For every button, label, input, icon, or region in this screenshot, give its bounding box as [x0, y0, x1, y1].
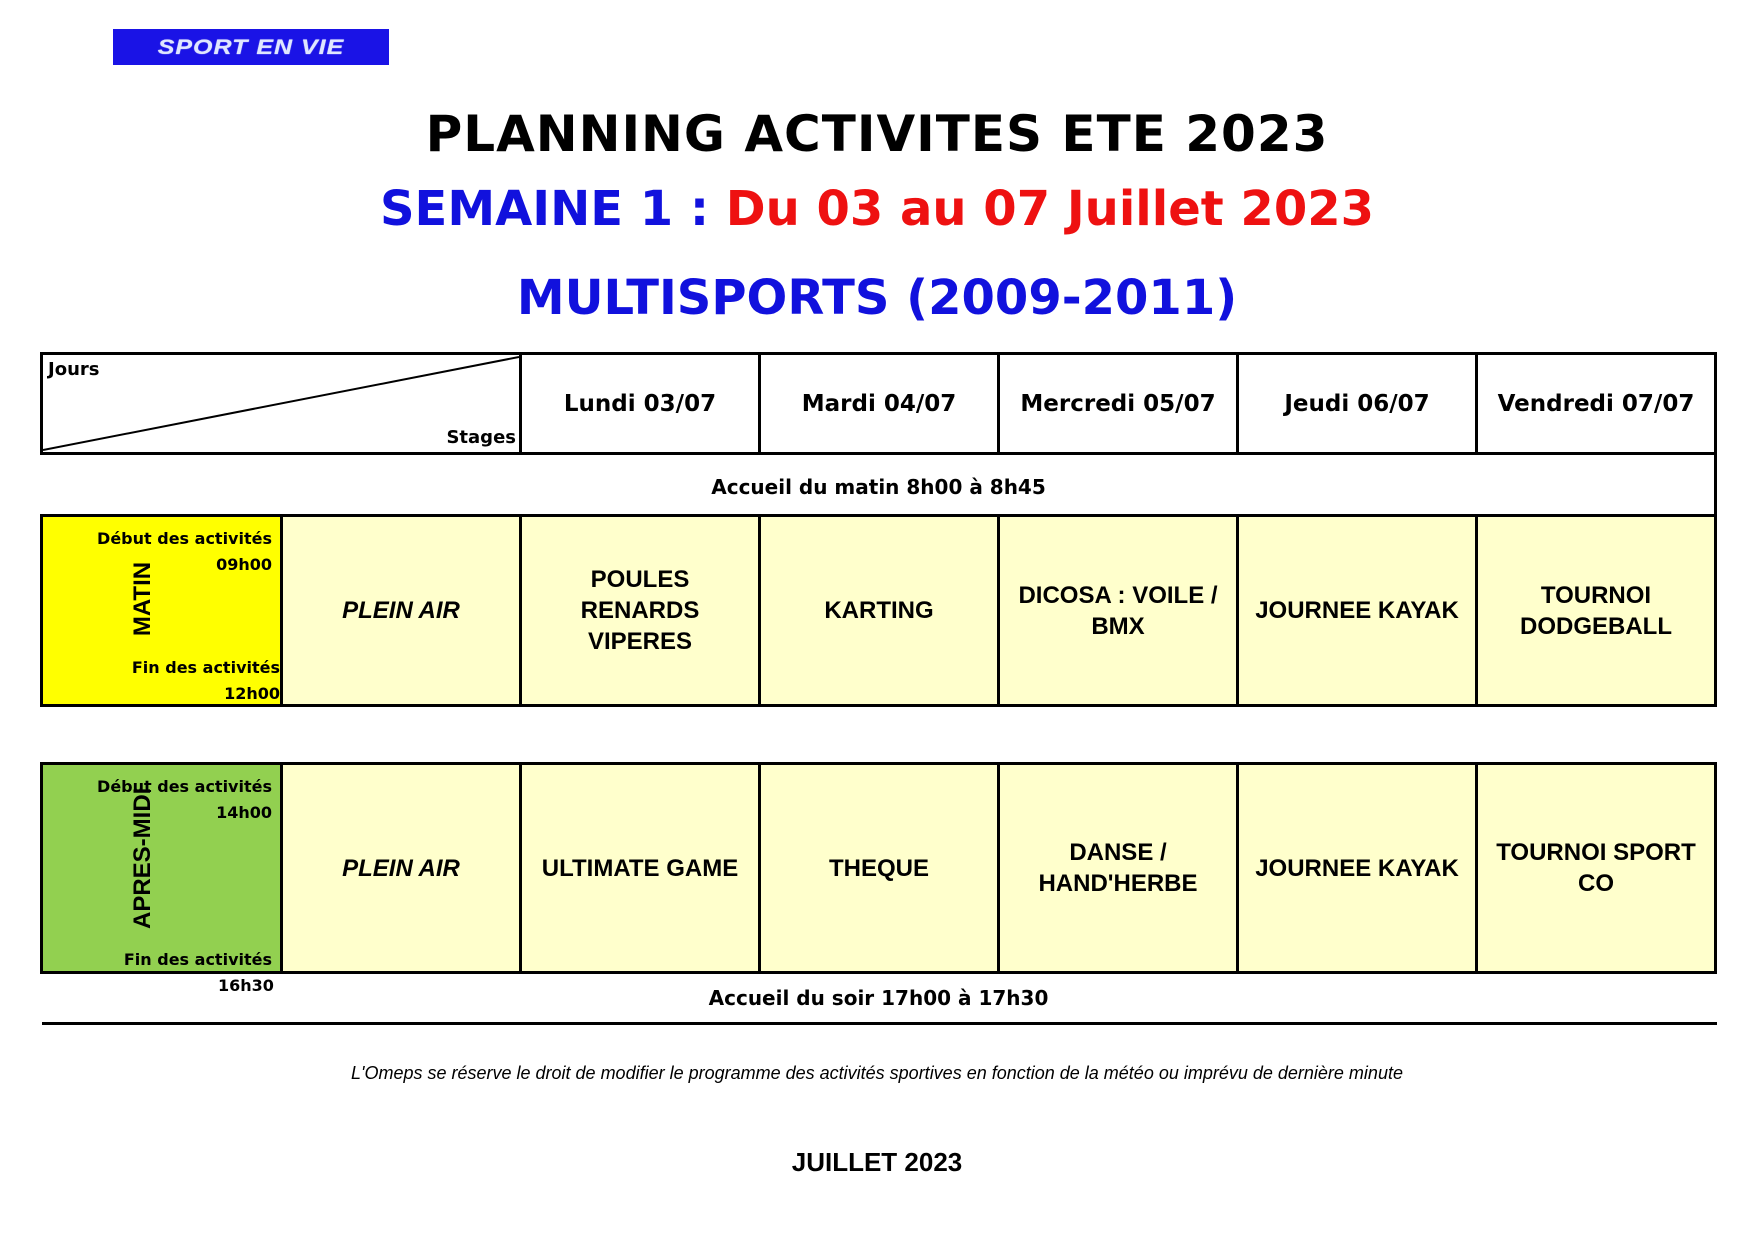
- stage-cell: PLEIN AIR: [280, 514, 522, 707]
- activity-cell: THEQUE: [758, 762, 1000, 974]
- activity-cell: JOURNEE KAYAK: [1236, 514, 1478, 707]
- end-time: 12h00: [224, 684, 280, 703]
- activity-cell: POULES RENARDS VIPERES: [519, 514, 761, 707]
- day-header: Mercredi 05/07: [997, 352, 1239, 455]
- week-label: SEMAINE 1 :: [379, 181, 710, 237]
- bottom-rule: [42, 1022, 1717, 1025]
- corner-header-cell: [40, 352, 522, 455]
- end-label: Fin des activités: [123, 950, 272, 969]
- end-time: 16h30: [218, 976, 274, 995]
- logo: [113, 29, 389, 65]
- start-label: Début des activités: [97, 529, 272, 548]
- start-time: 09h00: [216, 555, 272, 574]
- activity-cell: TOURNOI SPORT CO: [1475, 762, 1717, 974]
- start-label: Début des activités: [97, 777, 272, 796]
- page-title: PLANNING ACTIVITES ETE 2023: [425, 105, 1329, 163]
- day-header: Jeudi 06/07: [1236, 352, 1478, 455]
- day-header: Mardi 04/07: [758, 352, 1000, 455]
- activity-cell: ULTIMATE GAME: [519, 762, 761, 974]
- week-title: [0, 181, 1754, 237]
- footer-date: JUILLET 2023: [791, 1147, 963, 1177]
- period-cell-apres-midi: [40, 762, 283, 974]
- period-cell-matin: [40, 514, 283, 707]
- period-label: MATIN: [129, 561, 156, 637]
- activity-cell: KARTING: [758, 514, 1000, 707]
- start-time: 14h00: [216, 803, 272, 822]
- activity-cell: TOURNOI DODGEBALL: [1475, 514, 1717, 707]
- end-label: Fin des activités: [131, 658, 280, 677]
- day-header: Lundi 03/07: [519, 352, 761, 455]
- activity-cell: JOURNEE KAYAK: [1236, 762, 1478, 974]
- corner-label-jours: Jours: [48, 359, 100, 380]
- disclaimer-note: L'Omeps se réserve le droit de modifier le programme des activités sportives en fonction de la météo ou imprévu de dernière minute: [351, 1063, 1403, 1083]
- week-dates: Du 03 au 07 Juillet 2023: [725, 181, 1375, 237]
- logo-text: SPORT EN VIE: [157, 35, 345, 59]
- activity-cell: DICOSA : VOILE / BMX: [997, 514, 1239, 707]
- accueil-matin: Accueil du matin 8h00 à 8h45: [711, 475, 1046, 499]
- accueil-soir: Accueil du soir 17h00 à 17h30: [708, 986, 1049, 1010]
- stage-cell: PLEIN AIR: [280, 762, 522, 974]
- group-title: MULTISPORTS (2009-2011): [516, 270, 1238, 326]
- period-label: APRES-MIDI: [129, 787, 156, 929]
- day-header: Vendredi 07/07: [1475, 352, 1717, 455]
- corner-label-stages: Stages: [446, 427, 516, 448]
- activity-cell: DANSE / HAND'HERBE: [997, 762, 1239, 974]
